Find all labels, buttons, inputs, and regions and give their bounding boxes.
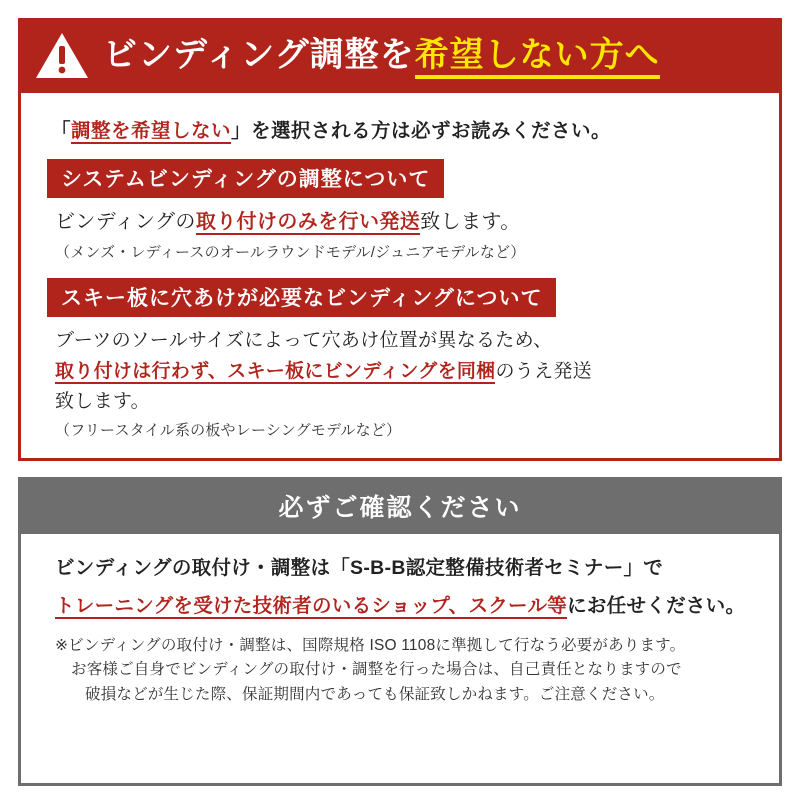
warning-triangle-icon <box>35 31 89 81</box>
confirm-body <box>21 534 779 724</box>
block1-note: （メンズ・レディースのオールラウンドモデル/ジュニアモデルなど） <box>55 244 526 261</box>
confirm-line2 <box>55 590 757 618</box>
block1-body-suffix: 致します。 <box>420 211 521 233</box>
warning-banner <box>21 21 779 93</box>
fineprint-line-1: ※ビンディングの取付け・調整は、国際規格 ISO 1108に準拠して行なう必要があります。 <box>55 636 686 654</box>
block2-note: （フリースタイル系の板やレーシングモデルなど） <box>55 421 402 439</box>
warning-banner-title-plain: ビンディング調整を <box>103 36 415 75</box>
lead-text <box>51 115 759 143</box>
block1-body <box>55 208 759 237</box>
block-drilling-binding <box>41 278 759 440</box>
warning-banner-title-highlight: 希望しない方へ <box>415 36 660 79</box>
block2-heading: スキー板に穴あけが必要なビンディングについて <box>47 278 556 317</box>
block2-line2-suffix: のうえ発送 <box>495 360 592 382</box>
block1-heading: システムビンディングの調整について <box>47 159 444 198</box>
block1-body-underlined: 取り付けのみを行い発送 <box>195 211 421 233</box>
block2-line1: ブーツのソールサイズによって穴あけ位置が異なるため、 <box>55 330 553 351</box>
fineprint-line-2: お客様ご自身でビンディングの取付け・調整を行った場合は、自己責任となりますので <box>71 661 682 679</box>
block2-line2-underlined: 取り付けは行わず、スキー板にビンディングを同梱 <box>55 360 496 382</box>
fineprint-line-3: 破損などが生じた際、保証期間内であっても保証致しかねます。ご注意ください。 <box>85 686 665 704</box>
fineprint-block <box>55 634 757 708</box>
confirm-line2-underlined: トレーニングを受けた技術者のいるショップ、スクール等 <box>55 594 568 617</box>
warning-card <box>18 18 782 461</box>
block1-body-prefix: ビンディングの <box>55 211 196 233</box>
lead-suffix: 」を選択される方は必ずお読みください。 <box>231 120 612 142</box>
lead-underlined: 調整を希望しない <box>71 120 232 142</box>
confirm-card <box>18 477 782 787</box>
confirm-line1: ビンディングの取付け・調整は「S-B-B認定整備技術者セミナー」で <box>55 556 664 579</box>
warning-banner-title <box>103 37 660 74</box>
block2-line2 <box>55 358 759 387</box>
block-system-binding <box>41 159 759 262</box>
confirm-line2-suffix: にお任せください。 <box>567 594 746 617</box>
block2-line3: 致します。 <box>55 391 150 412</box>
warning-body <box>21 93 779 458</box>
lead-prefix: 「 <box>51 120 72 142</box>
confirm-banner-title: 必ずご確認ください <box>21 480 779 534</box>
